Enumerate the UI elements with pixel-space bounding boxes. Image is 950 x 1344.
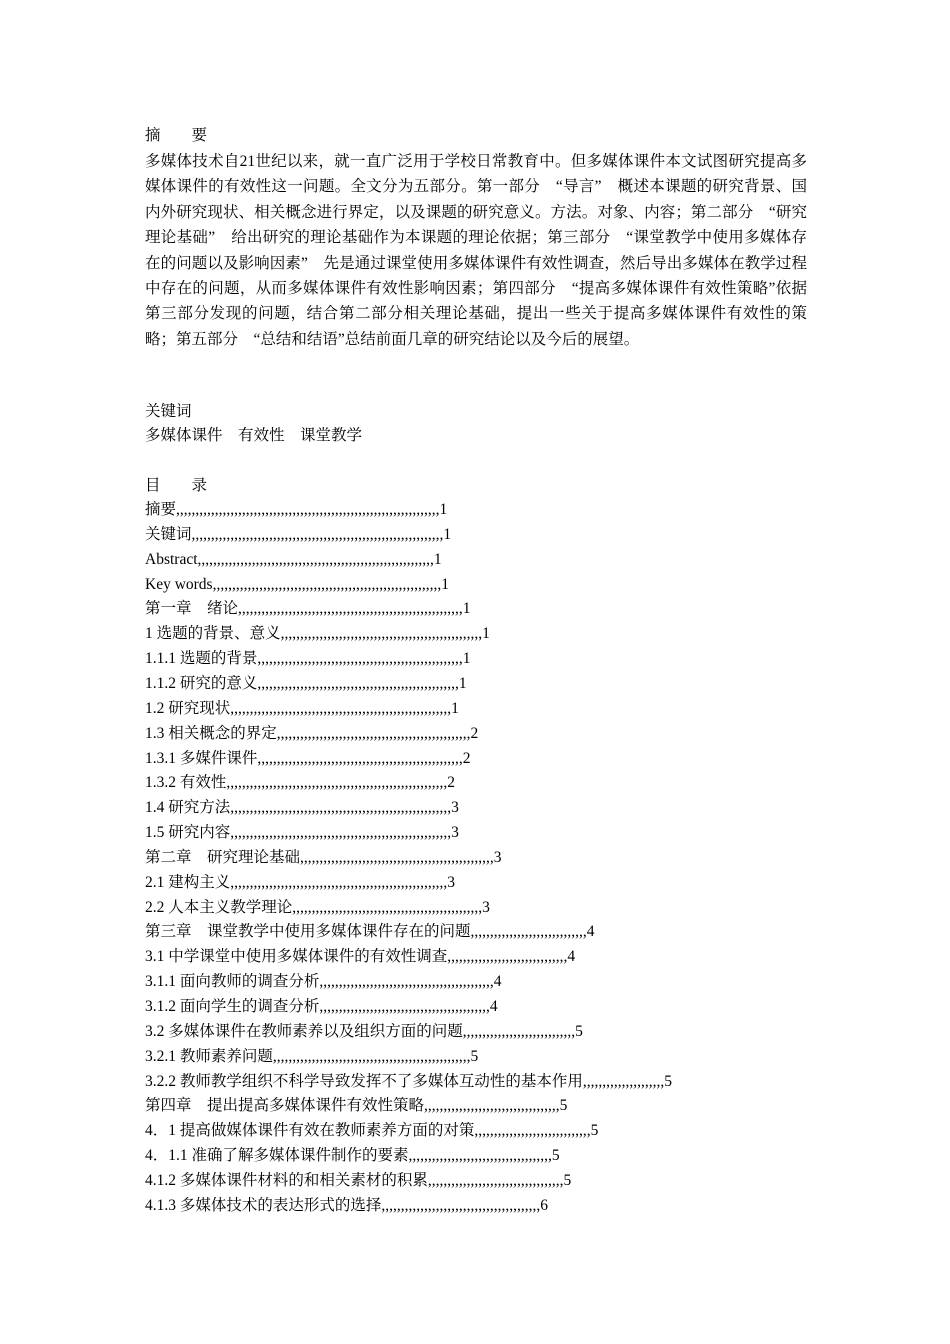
abstract-heading: 摘 要 <box>145 127 208 144</box>
toc-entry: 1.3 相关概念的界定,,,,,,,,,,,,,,,,,,,,,,,,,,,,,,,,,,,,,,,,,,,,,,,,,,2 <box>145 724 479 742</box>
toc-entry: 4.1.3 多媒体技术的表达形式的选择,,,,,,,,,,,,,,,,,,,,,,,,,,,,,,,,,,,,,,,,,6 <box>145 1196 549 1214</box>
toc-entry: 4．1.1 准确了解多媒体课件制作的要素,,,,,,,,,,,,,,,,,,,,,,,,,,,,,,,,,,,,,5 <box>145 1147 560 1165</box>
toc-entry: 3.1 中学课堂中使用多媒体课件的有效性调查,,,,,,,,,,,,,,,,,,,,,,,,,,,,,,,4 <box>145 948 576 966</box>
toc-entry: 第一章 绪论,,,,,,,,,,,,,,,,,,,,,,,,,,,,,,,,,,,,,,,,,,,,,,,,,,,,,,,,,,1 <box>145 600 471 618</box>
toc-entry: 第三章 课堂教学中使用多媒体课件存在的问题,,,,,,,,,,,,,,,,,,,,,,,,,,,,,,4 <box>145 923 595 941</box>
toc-entry: 第二章 研究理论基础,,,,,,,,,,,,,,,,,,,,,,,,,,,,,,,,,,,,,,,,,,,,,,,,,,3 <box>145 848 502 866</box>
toc-entry: 1.1.1 选题的背景,,,,,,,,,,,,,,,,,,,,,,,,,,,,,,,,,,,,,,,,,,,,,,,,,,,,,1 <box>145 650 471 668</box>
toc-entry: 1.4 研究方法,,,,,,,,,,,,,,,,,,,,,,,,,,,,,,,,,,,,,,,,,,,,,,,,,,,,,,,,,3 <box>145 799 459 817</box>
toc-entry: 1.3.2 有效性,,,,,,,,,,,,,,,,,,,,,,,,,,,,,,,,,,,,,,,,,,,,,,,,,,,,,,,,,2 <box>145 774 456 792</box>
toc-entry: 1 选题的背景、意义,,,,,,,,,,,,,,,,,,,,,,,,,,,,,,,,,,,,,,,,,,,,,,,,,,,,1 <box>145 625 490 643</box>
toc-entry: 3.1.1 面向教师的调查分析,,,,,,,,,,,,,,,,,,,,,,,,,,,,,,,,,,,,,,,,,,,,,4 <box>145 973 502 991</box>
toc-entry: 3.2.1 教师素养问题,,,,,,,,,,,,,,,,,,,,,,,,,,,,,,,,,,,,,,,,,,,,,,,,,,,5 <box>145 1047 479 1065</box>
toc-entry: 3.2.2 教师教学组织不科学导致发挥不了多媒体互动性的基本作用,,,,,,,,,,,,,,,,,,,,,5 <box>145 1072 673 1090</box>
toc-entry: 3.2 多媒体课件在教师素养以及组织方面的问题,,,,,,,,,,,,,,,,,,,,,,,,,,,,,5 <box>145 1022 583 1040</box>
toc-entry: 第四章 提出提高多媒体课件有效性策略,,,,,,,,,,,,,,,,,,,,,,,,,,,,,,,,,,,5 <box>145 1097 568 1115</box>
toc-entry: 2.2 人本主义教学理论,,,,,,,,,,,,,,,,,,,,,,,,,,,,,,,,,,,,,,,,,,,,,,,,,3 <box>145 898 490 916</box>
toc-entry: 1.3.1 多媒件课件,,,,,,,,,,,,,,,,,,,,,,,,,,,,,,,,,,,,,,,,,,,,,,,,,,,,,2 <box>145 749 471 767</box>
toc-entry: 摘要,,,,,,,,,,,,,,,,,,,,,,,,,,,,,,,,,,,,,,,,,,,,,,,,,,,,,,,,,,,,,,,,,,,,1 <box>145 501 448 518</box>
keywords-list: 多媒体课件 有效性 课堂教学 <box>145 427 363 444</box>
toc-entry: 2.1 建构主义,,,,,,,,,,,,,,,,,,,,,,,,,,,,,,,,,,,,,,,,,,,,,,,,,,,,,,,,3 <box>145 873 456 891</box>
toc-entry: 4.1.2 多媒体课件材料的和相关素材的积累,,,,,,,,,,,,,,,,,,,,,,,,,,,,,,,,,,,5 <box>145 1171 572 1189</box>
toc-entry: 3.1.2 面向学生的调查分析,,,,,,,,,,,,,,,,,,,,,,,,,,,,,,,,,,,,,,,,,,,,4 <box>145 998 498 1015</box>
toc-entry: Abstract,,,,,,,,,,,,,,,,,,,,,,,,,,,,,,,,,,,,,,,,,,,,,,,,,,,,,,,,,,,,,1 <box>145 550 442 568</box>
toc-entry: 1.5 研究内容,,,,,,,,,,,,,,,,,,,,,,,,,,,,,,,,,,,,,,,,,,,,,,,,,,,,,,,,,3 <box>145 824 459 842</box>
toc-entry: Key words,,,,,,,,,,,,,,,,,,,,,,,,,,,,,,,,,,,,,,,,,,,,,,,,,,,,,,,,,,,1 <box>145 575 449 593</box>
toc-entry: 1.1.2 研究的意义,,,,,,,,,,,,,,,,,,,,,,,,,,,,,,,,,,,,,,,,,,,,,,,,,,,,1 <box>145 674 467 692</box>
toc-entry: 4．1 提高做媒体课件有效在教师素养方面的对策,,,,,,,,,,,,,,,,,,,,,,,,,,,,,,5 <box>145 1122 599 1140</box>
toc-heading: 目 录 <box>145 477 208 494</box>
toc-entry: 关键词,,,,,,,,,,,,,,,,,,,,,,,,,,,,,,,,,,,,,,,,,,,,,,,,,,,,,,,,,,,,,,,,,1 <box>145 525 452 543</box>
toc-entry: 1.2 研究现状,,,,,,,,,,,,,,,,,,,,,,,,,,,,,,,,,,,,,,,,,,,,,,,,,,,,,,,,,1 <box>145 699 459 717</box>
keywords-heading: 关键词 <box>145 403 192 420</box>
abstract-body: 多媒体技术自21世纪以来，就一直广泛用于学校日常教育中。但多媒体课件本文试图研究提高多媒体课件的有效性这一问题。全文分为五部分。第一部分 “导言” 概述本课题的研究背景、国内外研究现状、相关概念进行界定，以及课题的研究意义。方法。对象、内容；第二部分 “研究理论基础” 给出研究的理论基础作为本课题的理论依据；第三部分 “课堂教学中使用多媒体存在的问题以及影响因素” 先是通过课堂使用多媒体课件有效性调查，然后导出多媒体在教学过程中存在的问题，从而多媒体课件有效性影响因素；第四部分 “提高多媒体课件有效性策略”依据第三部分发现的问题，结合第二部分相关理论基础，提出一些关于提高多媒体课件有效性的策略；第五部分 “总结和结语”总结前面几章的研究结论以及今后的展望。 <box>145 153 807 348</box>
